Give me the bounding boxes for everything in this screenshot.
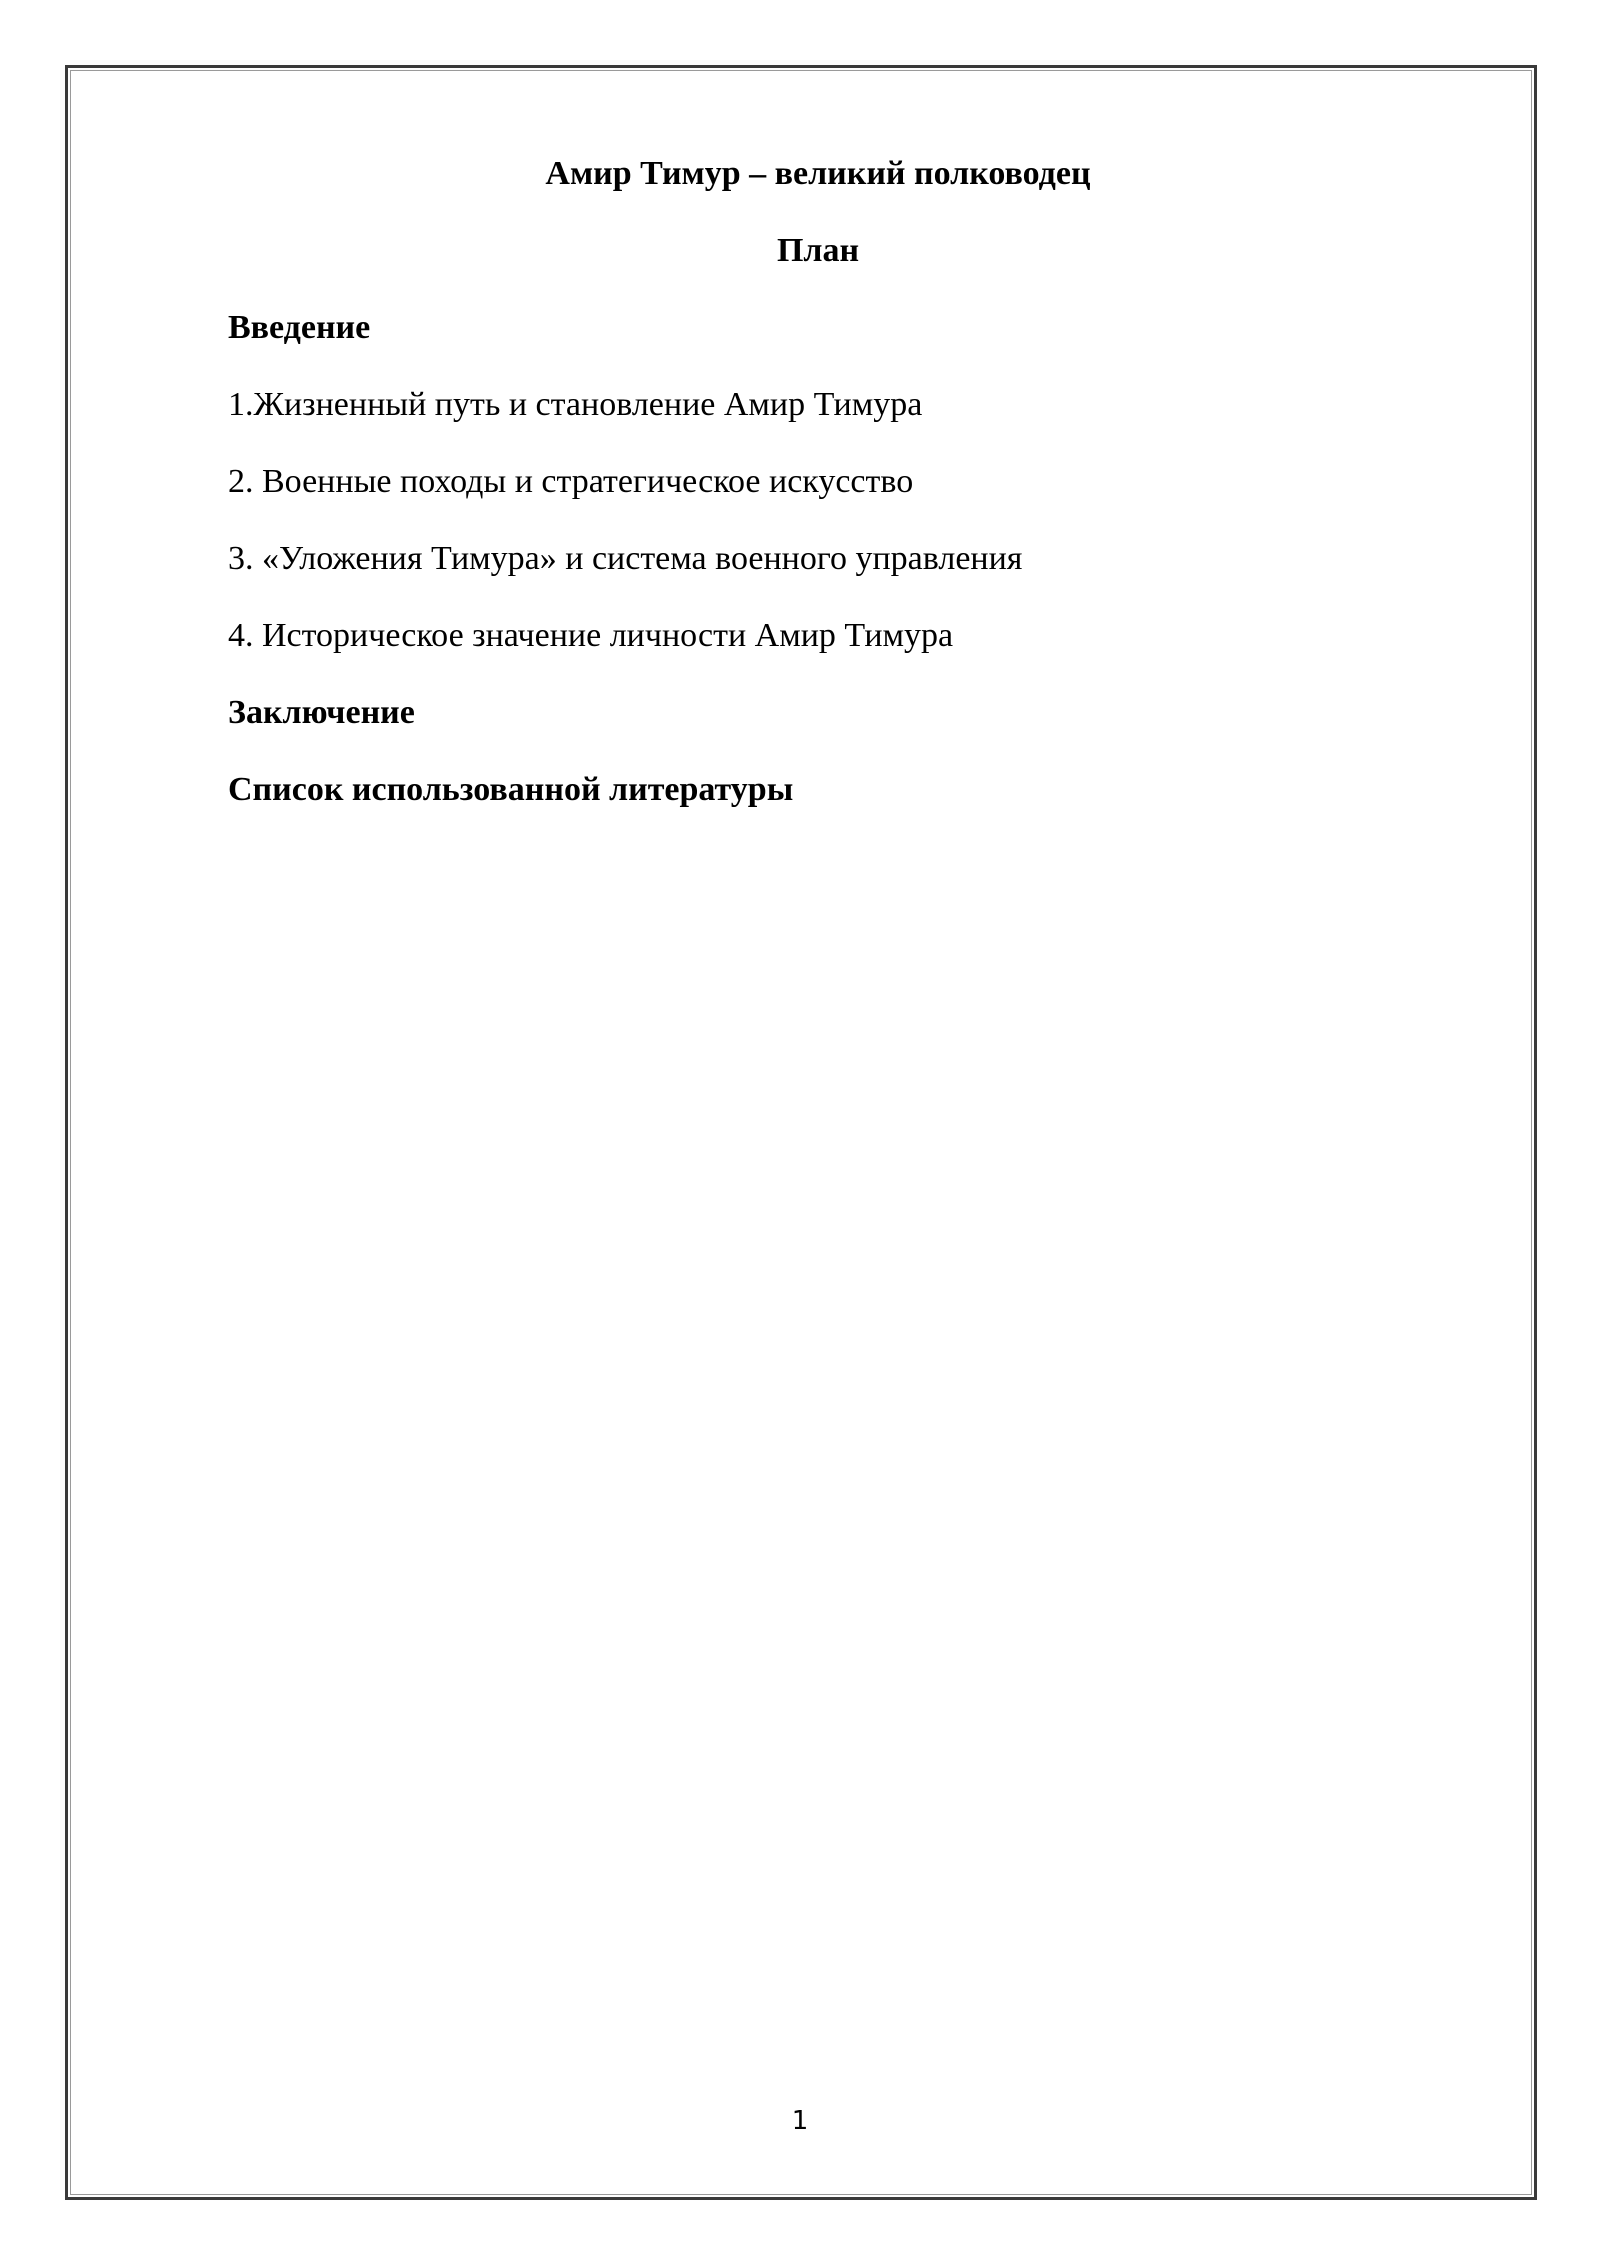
toc-item-bibliography: Список использованной литературы [228,771,794,808]
plan-heading: План [776,232,860,269]
toc-item-introduction: Введение [228,309,371,346]
toc-item-conclusion: Заключение [228,694,415,731]
document-body [228,150,1428,843]
document-title: Амир Тимур – великий полководец [545,155,1091,192]
toc-item-chapter-4: 4. Историческое значение личности Амир Тимура [228,617,954,654]
toc-item-chapter-2: 2. Военные походы и стратегическое искусство [228,463,914,500]
table-of-contents [228,304,1428,814]
page-number: 1 [791,2106,809,2136]
toc-item-chapter-1: 1.Жизненный путь и становление Амир Тимура [228,386,923,423]
toc-item-chapter-3: 3. «Уложения Тимура» и система военного управления [228,540,1023,577]
